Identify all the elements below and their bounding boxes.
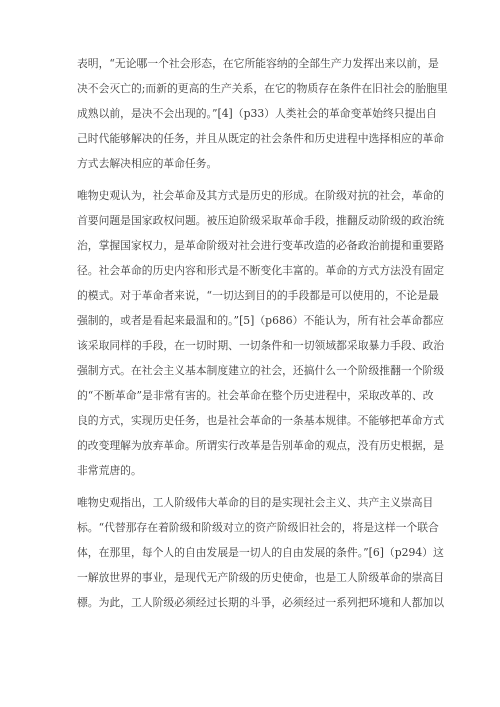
paragraph-line: 唯物史观认为，社会革命及其方式是历史的形成。在阶级对抗的社会，革命的	[77, 189, 445, 202]
paragraph-line: 己时代能够解决的任务，并且从既定的社会条件和历史进程中选择相应的革命	[77, 132, 445, 145]
paragraph-line: 强制方式。在社会主义基本制度建立的社会，还搞什么一个阶级推翻一个阶级	[77, 364, 445, 377]
paragraph-line: 方式去解决相应的革命任务。	[77, 157, 218, 170]
paragraph-line: 首要问题是国家政权问题。被压迫阶级采取革命手段，推翻反动阶级的政治统	[77, 214, 445, 227]
paragraph-line: 的改变理解为放弃革命。所谓实行改革是告别革命的观点，没有历史根据，是	[77, 439, 445, 452]
paragraph-line: 体，在那里，每个人的自由发展是一切人的自由发展的条件。”[6]（p294）这	[77, 546, 444, 559]
paragraph-line: 的模式。对于革命者来说，“一切达到目的的手段都是可以使用的，不论是最	[77, 289, 439, 302]
paragraph-line: 良的方式，实现历史任务，也是社会革命的一条基本规律。不能够把革命方式	[77, 414, 445, 427]
paragraph-line: 径。社会革命的历史内容和形式是不断变化丰富的。革命的方式方法没有固定	[77, 264, 445, 277]
paragraph-line: 成熟以前，是决不会出现的。”[4]（p33）人类社会的革命变革始终只提出自	[77, 107, 437, 120]
paragraph-line: 该采取同样的手段，在一切时期、一切条件和一切领域都采取暴力手段、政治	[77, 339, 445, 352]
paragraph-line: 一解放世界的事业，是现代无产阶级的历史使命，也是工人阶级革命的崇高目	[77, 571, 445, 584]
paragraph-line: 标。“代替那存在着阶级和阶级对立的资产阶级旧社会的，将是这样一个联合	[77, 521, 439, 534]
paragraph-line: 標。为此，工人阶级必须经过长期的斗爭，必须经过一系列把环境和人都加以	[77, 596, 445, 609]
paragraph-line: 非常荒唐的。	[77, 464, 142, 477]
paragraph-line: 表明，“无论哪一个社会形态，在它所能容纳的全部生产力发挥出来以前，是	[77, 57, 439, 70]
paragraph-line: 唯物史观指出，工人阶级伟大革命的目的是实现社会主义、共产主义崇高目	[77, 496, 434, 509]
paragraph-line: 决不会灭亡的;而新的更高的生产关系，在它的物质存在条件在旧社会的胎胞里	[77, 82, 448, 95]
paragraph-line: 的“不断革命”是非常有害的。社会革命在整个历史进程中，采取改革的、改	[77, 389, 434, 402]
paragraph-line: 治，掌握国家权力，是革命阶级对社会进行变革改造的必备政治前提和重要路	[77, 239, 445, 252]
paragraph-line: 强制的，或者是看起来最温和的。”[5]（p686）不能认为，所有社会革命都应	[77, 314, 444, 327]
